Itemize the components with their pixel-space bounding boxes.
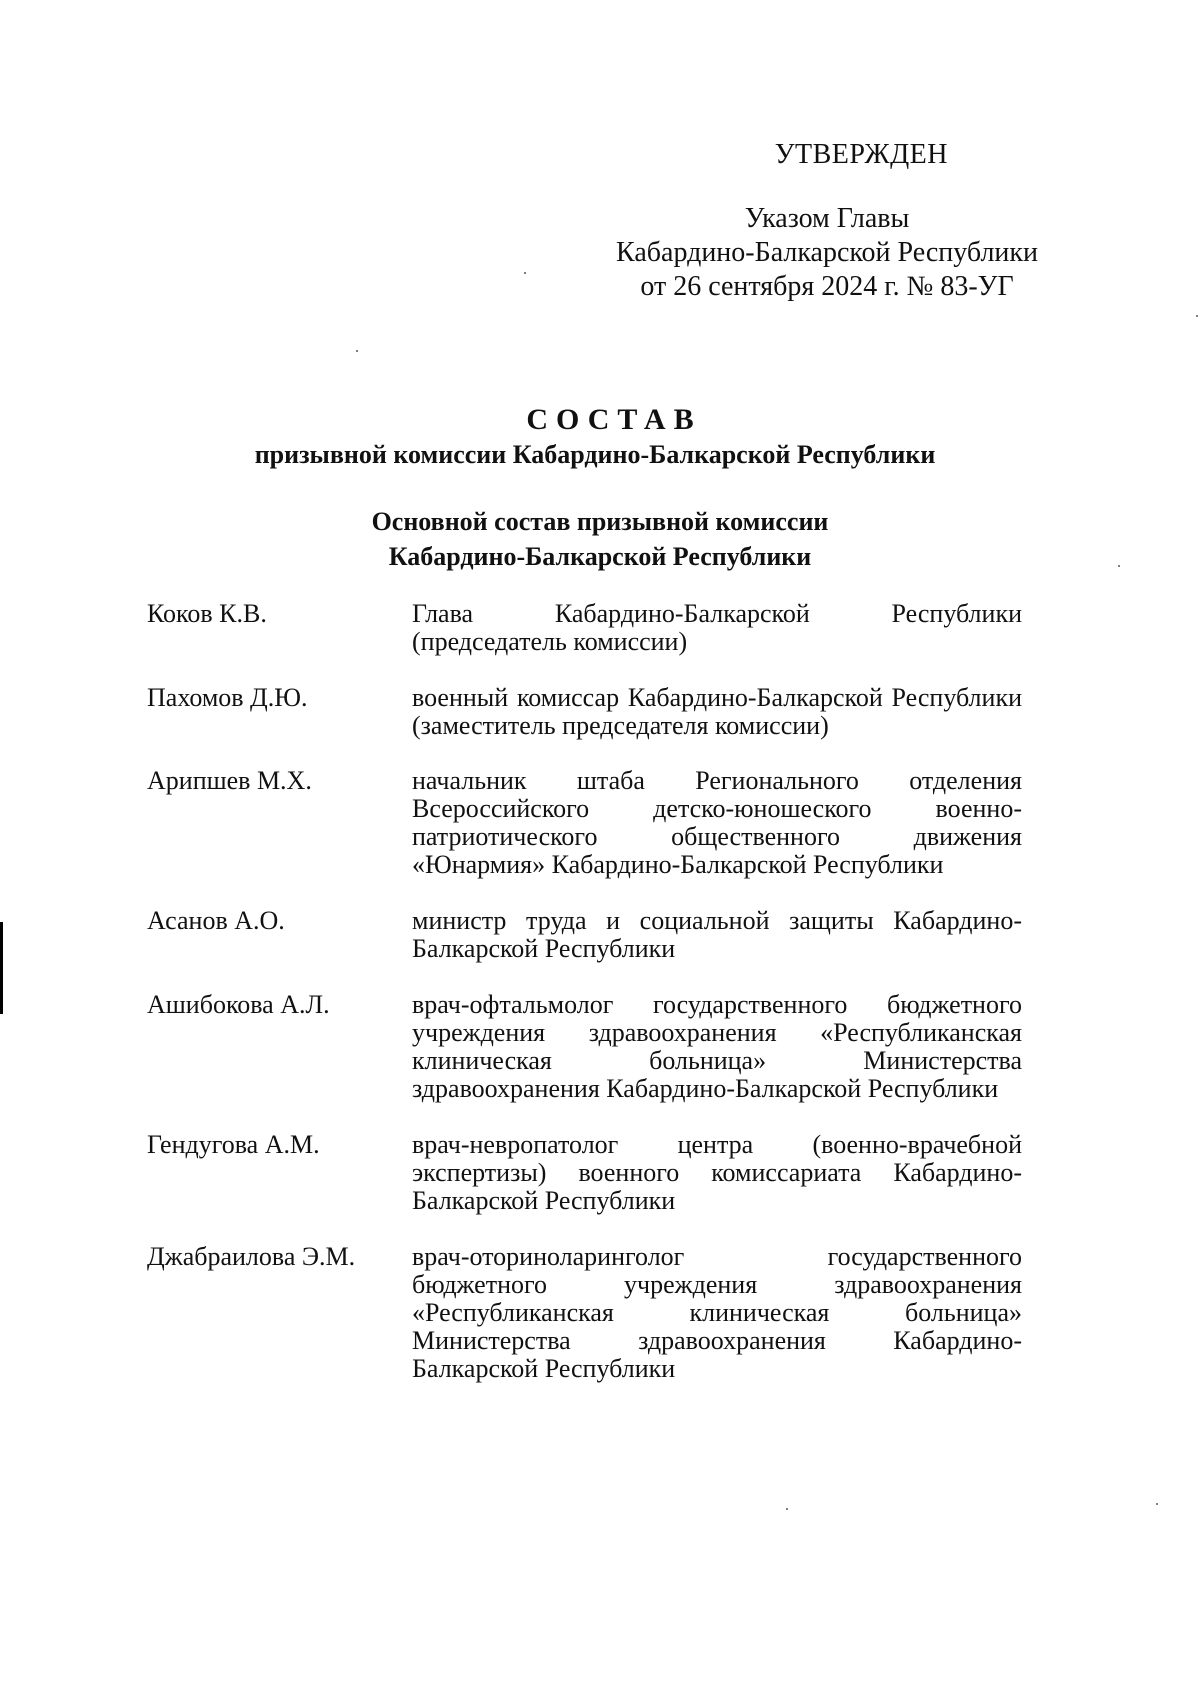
member-role: Глава Кабардино-Балкарской Республики (председатель комиссии) xyxy=(412,599,1022,656)
member-row xyxy=(147,991,1027,1103)
scan-speck xyxy=(524,272,526,274)
member-name: Пахомов Д.Ю. xyxy=(147,683,308,712)
scan-speck xyxy=(356,350,358,352)
approval-decree-line: Указом Главы xyxy=(744,203,910,234)
member-name: Ашибокова А.Л. xyxy=(147,990,330,1019)
member-name: Асанов А.О. xyxy=(147,906,285,935)
member-name: Джабраилова Э.М. xyxy=(147,1242,356,1271)
title-subtitle: призывной комиссии Кабардино-Балкарской Республики xyxy=(254,440,936,469)
scan-speck xyxy=(1156,1503,1158,1505)
section-heading xyxy=(0,504,1200,574)
approval-stamp xyxy=(616,138,1038,304)
approval-date-line: от 26 сентября 2024 г. № 83-УГ xyxy=(640,271,1014,302)
title-main: СОСТАВ xyxy=(526,403,702,436)
member-row xyxy=(147,1131,1027,1215)
member-role: военный комиссар Кабардино-Балкарской Республики (заместитель председателя комиссии) xyxy=(412,683,1022,740)
scan-speck xyxy=(1196,315,1198,317)
member-role: начальник штаба Регионального отделения Всероссийского детско-юношеского военно-патриотического общественного движения «Юнармия» Кабардино-Балкарской Республики xyxy=(412,766,1022,879)
members-list xyxy=(147,600,1027,1383)
member-role: министр труда и социальной защиты Кабардино-Балкарской Республики xyxy=(412,906,1022,963)
approval-republic-line: Кабардино-Балкарской Республики xyxy=(616,237,1038,268)
approved-label: УТВЕРЖДЕН xyxy=(774,139,948,170)
scan-edge-mark xyxy=(0,922,3,1014)
member-row xyxy=(147,907,1027,963)
member-row xyxy=(147,600,1027,656)
member-name: Коков К.В. xyxy=(147,599,267,628)
member-role: врач-офтальмолог государственного бюджетного учреждения здравоохранения «Республиканская клиническая больница» Министерства здравоохранения Кабардино-Балкарской Республики xyxy=(412,990,1022,1103)
scan-speck xyxy=(1118,565,1120,567)
member-row xyxy=(147,684,1027,740)
member-name: Арипшев М.Х. xyxy=(147,766,312,795)
member-role: врач-невропатолог центра (военно-врачебной экспертизы) военного комиссариата Кабардино-Балкарской Республики xyxy=(412,1130,1022,1215)
member-row xyxy=(147,767,1027,879)
section-heading-line-2: Кабардино-Балкарской Республики xyxy=(388,542,812,571)
section-heading-line-1: Основной состав призывной комиссии xyxy=(371,507,829,536)
member-name: Гендугова А.М. xyxy=(147,1130,320,1159)
member-role: врач-оториноларинголог государственного бюджетного учреждения здравоохранения «Республиканская клиническая больница» Министерства здравоохранения Кабардино-Балкарской Республики xyxy=(412,1242,1022,1383)
member-row xyxy=(147,1243,1027,1383)
scan-speck xyxy=(786,1508,788,1510)
document-title xyxy=(0,402,1200,472)
